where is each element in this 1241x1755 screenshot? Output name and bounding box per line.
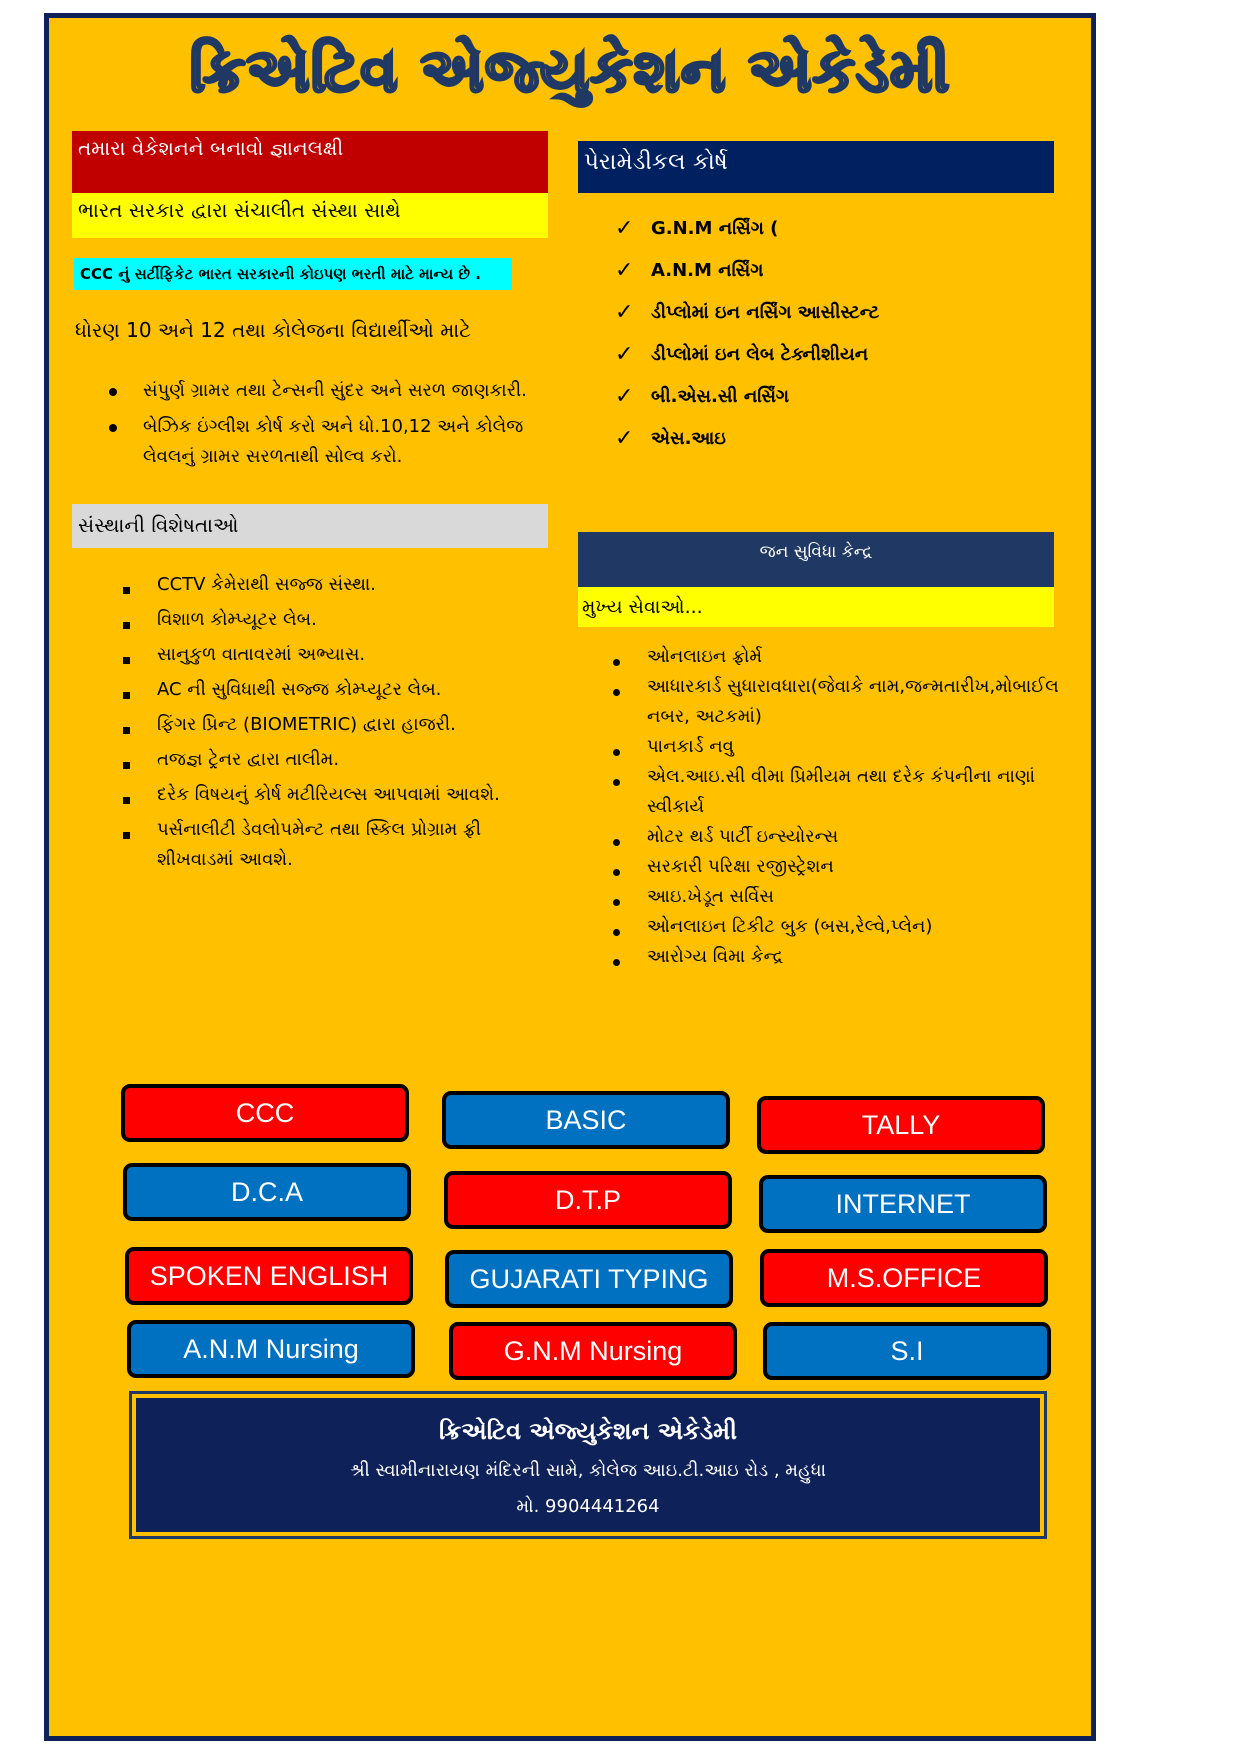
course-badge-gnm-nursing: G.N.M Nursing (449, 1322, 737, 1380)
list-item: વિશાળ કોમ્પ્યૂટર લેબ. (121, 605, 561, 635)
course-badge-gujarati-typing: GUJARATI TYPING (445, 1250, 733, 1308)
list-item: દરેક વિષયનું કોર્ષ મટીરિયલ્સ આપવામાં આવશે. (121, 780, 561, 810)
bullet-icon (613, 929, 620, 936)
paramedical-courses-list (615, 214, 1055, 466)
list-item: સરકારી પરિક્ષા રજીસ્ટ્રેશન (611, 852, 1081, 882)
course-badge-anm-nursing: A.N.M Nursing (127, 1320, 415, 1378)
ccc-certificate-banner: CCC નું સર્ટીફિકેટ ભારત સરકારની કોઇપણ ભરતી માટે માન્ય છે . (74, 258, 512, 290)
checkmark-icon: ✓ (615, 384, 634, 409)
list-item: ✓ ડીપ્લોમાં ઇન નર્સિંગ આસીસ્ટન્ટ (615, 298, 1055, 328)
bullet-icon (613, 779, 620, 786)
list-item: ✓ બી.એસ.સી નર્સિંગ (615, 382, 1055, 412)
course-badge-ms-office: M.S.OFFICE (760, 1249, 1048, 1307)
english-bullets (107, 376, 567, 478)
list-item: ✓ A.N.M નર્સિંગ (615, 256, 1055, 286)
footer-box (129, 1391, 1047, 1539)
bullet-icon (613, 869, 620, 876)
checkmark-icon: ✓ (615, 426, 634, 451)
list-item: ફિંગર પ્રિન્ટ (BIOMETRIC) દ્વારા હાજરી. (121, 710, 561, 740)
bullet-icon (613, 659, 620, 666)
course-badge-dca: D.C.A (123, 1163, 411, 1221)
bullet-icon (613, 749, 620, 756)
bullet-icon (109, 388, 117, 396)
checkmark-icon: ✓ (615, 300, 634, 325)
page-title: ક્રિએટિવ એજ્યુકેશન એકેડેમી (189, 36, 951, 106)
list-item: ઓનલાઇન ટિકીટ બુક (બસ,રેલ્વે,પ્લેન) (611, 912, 1081, 942)
list-item: આરોગ્ય વિમા કેન્દ્ર (611, 942, 1081, 972)
square-bullet-icon (123, 832, 130, 839)
course-badge-si: S.I (763, 1322, 1051, 1380)
features-heading: સંસ્થાની વિશેષતાઓ (72, 504, 548, 548)
square-bullet-icon (123, 692, 130, 699)
list-item: CCTV કેમેરાથી સજ્જ સંસ્થા. (121, 570, 561, 600)
list-item: ✓ એસ.આઇ (615, 424, 1055, 454)
list-item: પર્સનાલીટી ડેવલોપમેન્ટ તથા સ્કિલ પ્રોગ્રામ ફ્રી શીખવાડમાં આવશે. (121, 815, 561, 875)
jan-suvidha-heading: જન સુવિધા કેન્દ્ર (578, 532, 1054, 587)
list-item: ✓ ડીપ્લોમાં ઇન લેબ ટેક્નીશીયન (615, 340, 1055, 370)
services-list (611, 642, 1081, 972)
footer-address: શ્રી સ્વામીનારાયણ મંદિરની સામે, કોલેજ આઇ.ટી.આઇ રોડ , મહુધા (349, 1460, 827, 1481)
list-item: આઇ.ખેડૂત સર્વિસ (611, 882, 1081, 912)
features-list (121, 570, 561, 880)
bullet-icon (613, 959, 620, 966)
list-item: સંપુર્ણ ગ્રામર તથા ટેન્સની સુંદર અને સરળ જાણકારી. (107, 376, 567, 406)
list-item: બેઝિક ઇંગ્લીશ કોર્ષ કરો અને ધો.10,12 અને કોલેજ લેવલનું ગ્રામર સરળતાથી સોલ્વ કરો. (107, 412, 567, 472)
square-bullet-icon (123, 727, 130, 734)
main-services-heading: મુખ્ય સેવાઓ... (578, 587, 1054, 627)
square-bullet-icon (123, 657, 130, 664)
bullet-icon (613, 899, 620, 906)
square-bullet-icon (123, 622, 130, 629)
course-badge-basic: BASIC (442, 1091, 730, 1149)
course-badge-internet: INTERNET (759, 1175, 1047, 1233)
list-item: પાનકાર્ડ નવુ (611, 732, 1081, 762)
checkmark-icon: ✓ (615, 342, 634, 367)
checkmark-icon: ✓ (615, 258, 634, 283)
bullet-icon (613, 689, 620, 696)
poster (44, 13, 1096, 1741)
list-item: ઓનલાઇન ફ્રોર્મ (611, 642, 1081, 672)
standard-students-line: ધોરણ 10 અને 12 તથા કોલેજના વિદ્યાર્થીઓ માટે (75, 318, 471, 342)
list-item: મોટર થર્ડ પાર્ટી ઇન્સ્યોરન્સ (611, 822, 1081, 852)
footer-academy-name: ક્રિએટિવ એજ્યુકેશન એકેડેમી (439, 1417, 737, 1445)
footer-phone: મો. 9904441264 (516, 1496, 660, 1517)
list-item: સાનુકુળ વાતાવરમાં અભ્યાસ. (121, 640, 561, 670)
govt-banner: ભારત સરકાર દ્વારા સંચાલીત સંસ્થા સાથે (72, 193, 548, 238)
course-badge-dtp: D.T.P (444, 1171, 732, 1229)
bullet-icon (613, 839, 620, 846)
list-item: આધારકાર્ડ સુધારાવધારા(જેવાકે નામ,જન્મતારીખ,મોબાઈલ નબર, અટકમાં) (611, 672, 1081, 732)
paramedical-heading: પેરામેડીકલ કોર્ષ (578, 141, 1054, 193)
bullet-icon (109, 424, 117, 432)
square-bullet-icon (123, 797, 130, 804)
checkmark-icon: ✓ (615, 216, 634, 241)
vacation-banner: તમારા વેકેશનને બનાવો જ્ઞાનલક્ષી (72, 131, 548, 193)
list-item: એલ.આઇ.સી વીમા પ્રિમીયમ તથા દરેક કંપનીના નાણાં સ્વીકાર્ય (611, 762, 1081, 822)
square-bullet-icon (123, 762, 130, 769)
list-item: તજજ્ઞ ટ્રેનર દ્વારા તાલીમ. (121, 745, 561, 775)
course-badge-ccc: CCC (121, 1084, 409, 1142)
course-badge-spoken-english: SPOKEN ENGLISH (125, 1247, 413, 1305)
course-badge-tally: TALLY (757, 1096, 1045, 1154)
list-item: AC ની સુવિધાથી સજ્જ કોમ્પ્યૂટર લેબ. (121, 675, 561, 705)
square-bullet-icon (123, 587, 130, 594)
list-item: ✓ G.N.M નર્સિંગ ( (615, 214, 1055, 244)
footer-panel (136, 1398, 1040, 1532)
